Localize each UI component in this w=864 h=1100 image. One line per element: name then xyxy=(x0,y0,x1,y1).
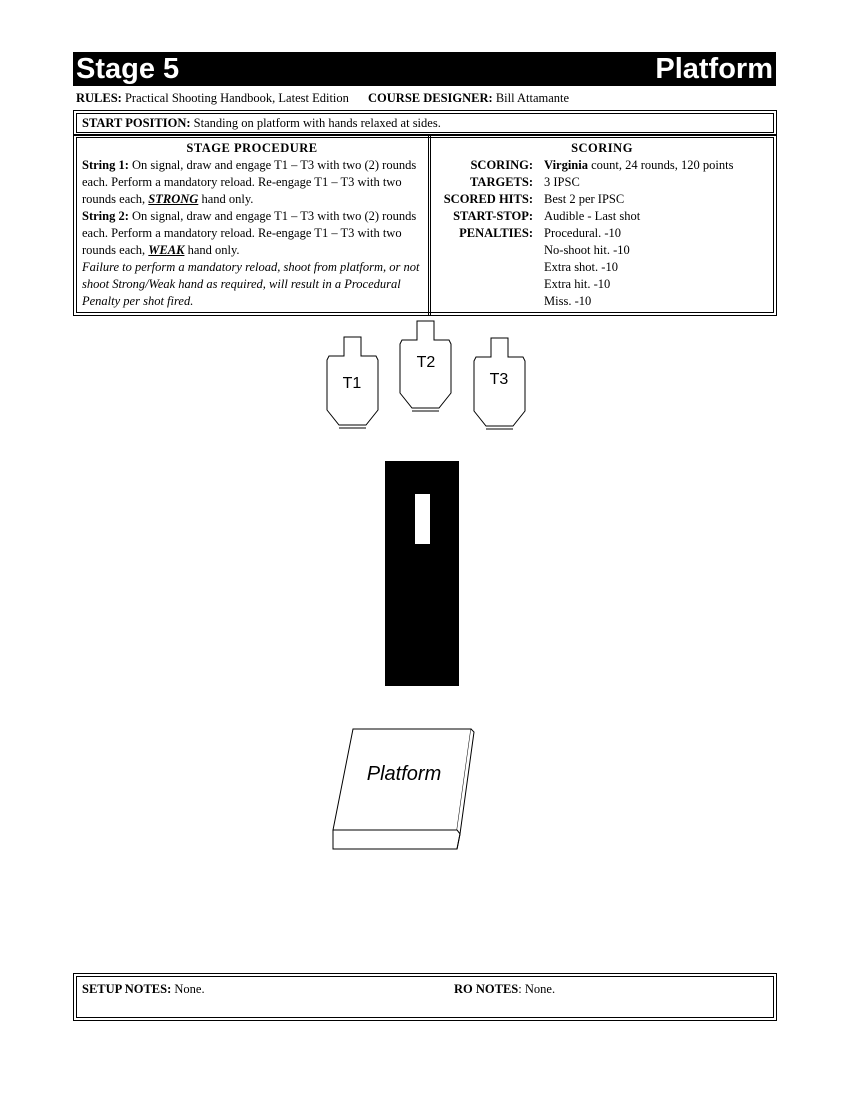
platform-shape xyxy=(333,729,474,849)
black-wall xyxy=(385,461,459,686)
scoring-row-label: PENALTIES: xyxy=(459,226,533,240)
wall-port xyxy=(415,494,430,544)
setup-notes-label: SETUP NOTES: xyxy=(82,982,172,996)
designer-label: COURSE DESIGNER: xyxy=(368,91,493,105)
scoring-method: Virginia xyxy=(544,158,588,172)
ipsc-target-t3 xyxy=(474,338,525,429)
scoring-row-label: SCORED HITS: xyxy=(443,192,533,206)
ipsc-target-t2 xyxy=(400,321,451,411)
platform-label: Platform xyxy=(366,763,442,785)
string-2-tail: hand only. xyxy=(187,243,240,257)
target-label-t1: T1 xyxy=(342,375,362,392)
notes-box xyxy=(73,973,777,1021)
string-2-label: String 2: xyxy=(82,209,129,223)
scoring-row-value: Audible - Last shot xyxy=(544,209,641,223)
setup-notes-value: None. xyxy=(174,982,205,996)
setup-notes xyxy=(82,982,205,997)
scoring-row-value: Miss. -10 xyxy=(544,294,592,308)
scoring-row-value: Procedural. -10 xyxy=(544,226,622,240)
string-2-text: On signal, draw and engage T1 – T3 with two (2) rounds each. Perform a mandatory reload. Re-engage T1 – T3 with two rounds each, xyxy=(82,209,417,257)
ro-notes-separator: : xyxy=(518,982,522,996)
ro-notes-value: None. xyxy=(524,982,556,996)
designer-value: Bill Attamante xyxy=(495,91,570,105)
ipsc-target-t1 xyxy=(327,337,378,428)
string-1-text: On signal, draw and engage T1 – T3 with two (2) rounds each. Perform a mandatory reload. Re-engage T1 – T3 with two rounds each, xyxy=(82,158,417,206)
start-position-value: Standing on platform with hands relaxed at sides. xyxy=(193,116,441,130)
string-1-label: String 1: xyxy=(82,158,129,172)
scoring-heading: SCORING xyxy=(571,141,633,155)
scoring-row-value: Extra shot. -10 xyxy=(544,260,618,274)
penalty-note: Failure to perform a mandatory reload, shoot from platform, or not shoot Strong/Weak hand as required, will result in a Procedural Penalty per shot fired. xyxy=(82,260,420,308)
rules-label: RULES: xyxy=(76,91,122,105)
scoring-row-value: 3 IPSC xyxy=(544,175,580,189)
scoring-row-value: Extra hit. -10 xyxy=(544,277,611,291)
string-1-tail: hand only. xyxy=(201,192,254,206)
target-label-t2: T2 xyxy=(416,354,436,371)
string-2-hand: WEAK xyxy=(148,243,185,257)
rules-value: Practical Shooting Handbook, Latest Edition xyxy=(124,91,349,105)
scoring-row-value: No-shoot hit. -10 xyxy=(544,243,630,257)
scoring-row-label: START-STOP: xyxy=(453,209,533,223)
procedure-heading: STAGE PROCEDURE xyxy=(186,141,318,155)
string-1-hand: STRONG xyxy=(148,192,199,206)
start-position-label: START POSITION: xyxy=(82,116,191,130)
scoring-row-value: Best 2 per IPSC xyxy=(544,192,625,206)
scoring-row-label: SCORING: xyxy=(470,158,533,172)
stage-number: Stage 5 xyxy=(76,53,180,85)
scoring-row-value: count, 24 rounds, 120 points xyxy=(591,158,734,172)
target-label-t3: T3 xyxy=(489,371,509,388)
ro-notes xyxy=(454,982,555,997)
stage-name: Platform xyxy=(655,53,773,85)
scoring-row-label: TARGETS: xyxy=(470,175,533,189)
ro-notes-label: RO NOTES xyxy=(454,982,519,996)
